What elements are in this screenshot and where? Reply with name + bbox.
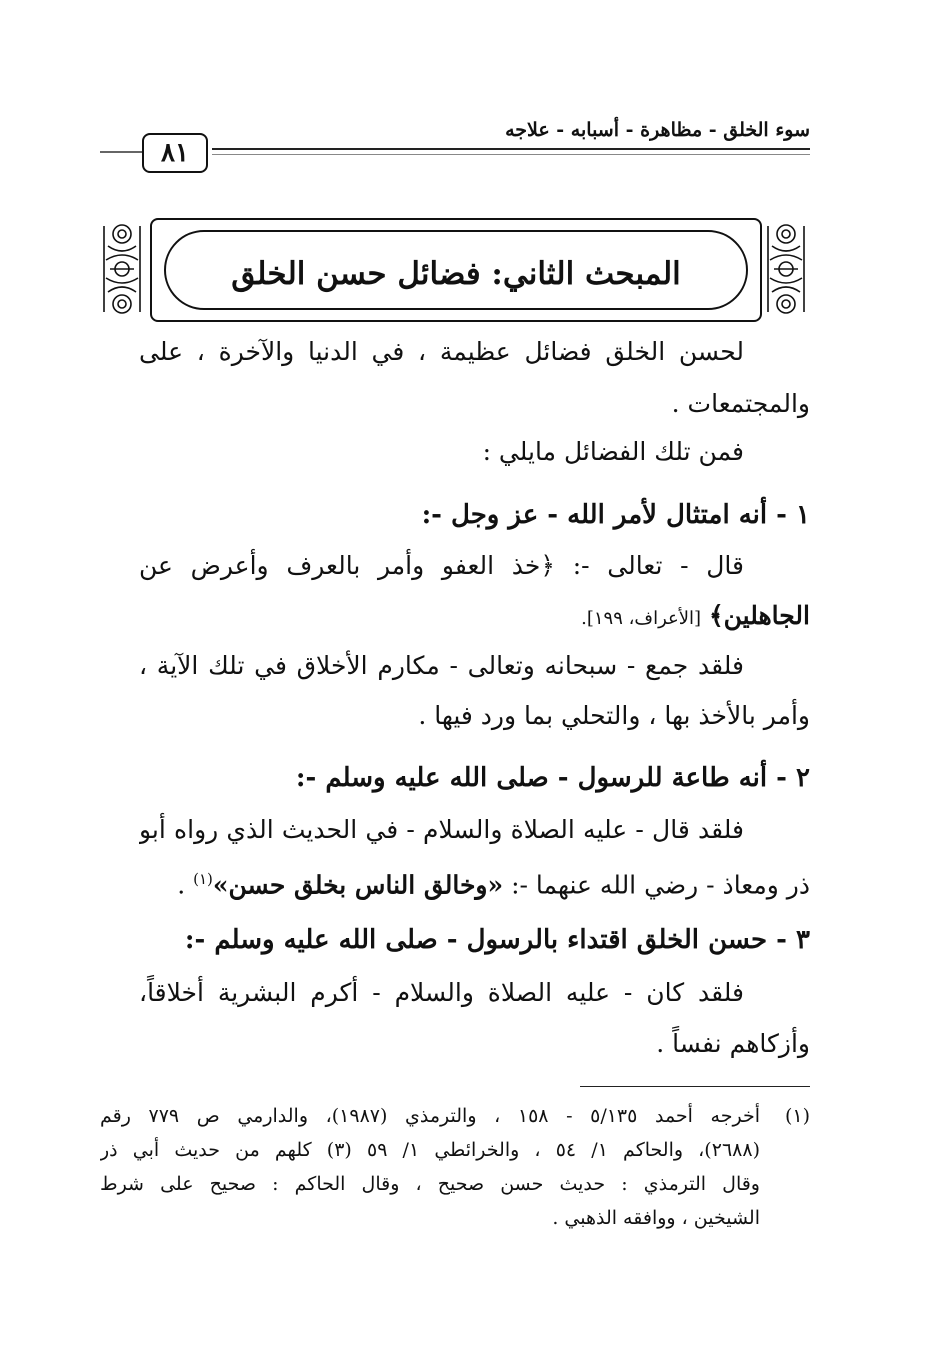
verse-text: قال - تعالى -: ﴿خذ العفو وأمر بالعرف وأعرض عن bbox=[139, 551, 744, 580]
verse-reference: [الأعراف، ١٩٩]. bbox=[581, 608, 702, 629]
floral-ornament-icon bbox=[100, 216, 144, 322]
floral-ornament-icon bbox=[764, 216, 808, 322]
page-number: ٨١ bbox=[142, 133, 208, 173]
intro-line: لحسن الخلق فضائل عظيمة ، في الدنيا والآخرة ، على bbox=[139, 337, 744, 366]
footnote-line: (٢٦٨٨)، والحاكم ١/ ٥٤ ، والخرائطي ١/ ٥٩ (٣) كلهم من حديث أبي ذر bbox=[100, 1139, 760, 1161]
point-heading: ١ - أنه امتثال لأمر الله - عز وجل -: bbox=[421, 500, 810, 530]
narrators-text: ذر ومعاذ - رضي الله عنهما -: bbox=[503, 870, 810, 900]
point-heading: ٣ - حسن الخلق اقتداء بالرسول - صلى الله عليه وسلم -: bbox=[184, 925, 810, 955]
section-title: المبحث الثاني: فضائل حسن الخلق bbox=[231, 256, 681, 292]
intro-line: فمن تلك الفضائل مايلي : bbox=[482, 437, 744, 466]
quran-verse-line bbox=[139, 546, 744, 586]
header-rule-thin bbox=[212, 154, 810, 155]
running-title: سوء الخلق - مظاهرة - أسبابه - علاجه bbox=[505, 119, 810, 141]
intro-line: والمجتمعات . bbox=[671, 389, 810, 418]
footnote-marker: (١) bbox=[193, 870, 213, 888]
point-heading: ٢ - أنه طاعة للرسول - صلى الله عليه وسلم -: bbox=[295, 763, 810, 793]
hadith-quote: «وخالق الناس بخلق حسن» bbox=[212, 870, 504, 900]
section-title-frame bbox=[150, 218, 762, 322]
header-rule-left bbox=[100, 151, 142, 153]
footnote-line: وقال الترمذي : حديث حسن صحيح ، وقال الحاكم : صحيح على شرط bbox=[100, 1173, 760, 1195]
paragraph-line bbox=[100, 859, 810, 905]
quran-verse-line bbox=[100, 596, 810, 639]
footnote-line: أخرجه أحمد ٥/١٣٥ - ١٥٨ ، والترمذي (١٩٨٧)، والدارمي ص ٧٧٩ رقم bbox=[100, 1105, 760, 1127]
paragraph-line: فلقد قال - عليه الصلاة والسلام - في الحديث الذي رواه أبو bbox=[139, 815, 744, 844]
header-rule bbox=[212, 148, 810, 150]
section-title-inner-frame bbox=[164, 230, 748, 310]
footnote-line: الشيخين ، ووافقه الذهبي . bbox=[552, 1207, 760, 1229]
footnote-number: (١) bbox=[784, 1105, 810, 1127]
paragraph-line: وأمر بالأخذ بها ، والتحلي بما ورد فيها . bbox=[418, 701, 810, 730]
verse-end: الجاهلين﴾ bbox=[708, 601, 810, 630]
footnote-separator bbox=[580, 1086, 810, 1087]
paragraph-line: وأزكاهم نفساً . bbox=[656, 1029, 810, 1058]
paragraph-line: فلقد كان - عليه الصلاة والسلام - أكرم البشرية أخلاقاً، bbox=[139, 978, 744, 1007]
line-end: . bbox=[177, 870, 194, 900]
paragraph-line: فلقد جمع - سبحانه وتعالى - مكارم الأخلاق في تلك الآية ، bbox=[139, 651, 744, 680]
